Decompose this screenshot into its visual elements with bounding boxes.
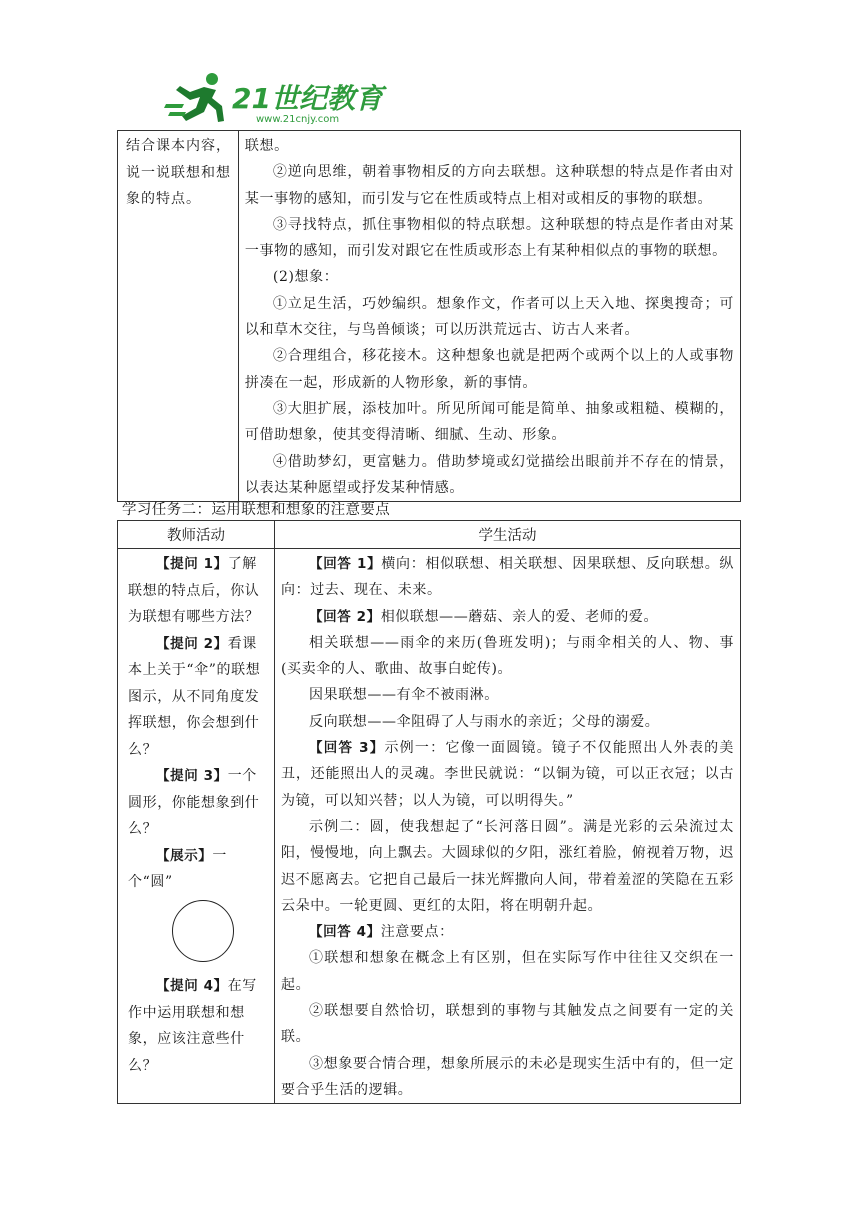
item-text: 相关联想——雨伞的来历(鲁班发明)；与雨伞相关的人、物、事(买卖伞的人、歌曲、故事白蛇传)。 — [281, 634, 734, 678]
paragraph: ①立足生活，巧妙编织。想象作文，作者可以上天入地、探奥搜奇；可以和草木交往，与鸟兽倾谈；可以历洪荒远古、访古人来者。 — [244, 295, 734, 339]
item-text: 反向联想——伞阻碍了人与雨水的亲近；父母的溺爱。 — [309, 713, 660, 730]
item-tag: 【回答 4】 — [309, 924, 381, 941]
brand-logo — [160, 70, 383, 126]
item-tag: 【回答 2】 — [309, 608, 381, 625]
paragraph: ③大胆扩展，添枝加叶。所见所闻可能是简单、抽象或粗糙、模糊的，可借助想象，使其变得清晰、细腻、生动、形象。 — [244, 400, 734, 444]
student-item — [281, 945, 734, 998]
paragraph: (2)想象： — [272, 269, 339, 286]
item-text: 横向：相似联想、相关联想、因果联想、反向联想。纵向：过去、现在、未来。 — [281, 556, 734, 599]
teacher-item — [128, 551, 268, 631]
item-text: 一个“圆” — [128, 847, 228, 890]
student-item — [281, 919, 734, 945]
student-activities — [275, 549, 741, 1104]
item-text: ①联想和想象在概念上有区别，但在实际写作中往往又交织在一起。 — [281, 950, 734, 993]
teacher-item — [128, 763, 268, 843]
item-tag: 【提问 2】 — [156, 635, 228, 652]
paragraph: ②逆向思维，朝着事物相反的方向去联想。这种联想的特点是作者由对某一事物的感知，而引发与它在性质或特点上相对或相反的事物的联想。 — [244, 164, 734, 207]
item-text: 看课本上关于“伞”的联想图示，从不同角度发挥联想，你会想到什么？ — [128, 635, 261, 758]
section-title: 学习任务二：运用联想和想象的注意要点 — [122, 502, 391, 518]
paragraph: ②合理组合，移花接木。这种想象也就是把两个或两个以上的人或事物拼凑在一起，形成新的人物形象，新的事情。 — [244, 348, 734, 391]
student-item — [281, 1051, 734, 1104]
item-text: 相似联想——蘑菇、亲人的爱、老师的爱。 — [380, 608, 659, 625]
item-tag: 【回答 3】 — [309, 740, 385, 757]
circle-shape — [172, 900, 234, 962]
student-item — [281, 604, 734, 630]
top-table-content — [238, 131, 740, 502]
top-table — [117, 130, 741, 502]
top-table-left-label: 结合课本内容，说一说联想和想象的特点。 — [118, 131, 239, 502]
paragraph: 联想。 — [244, 138, 289, 154]
item-text: ②联想要自然恰切，联想到的事物与其触发点之间要有一定的关联。 — [281, 1003, 734, 1046]
paragraph: ③寻找特点，抓住事物相似的特点联想。这种联想的特点是作者由对某一事物的感知，而引发对跟它在性质或形态上有某种相似点的事物的联想。 — [244, 216, 734, 260]
item-text: 示例二：圆，使我想起了“长河落日圆”。满是光彩的云朵流过太阳，慢慢地，向上飘去。大圆球似的夕阳，涨红着脸，俯视着万物，迟迟不愿离去。它把自己最后一抹光辉撒向人间，带着羞涩的笑隐在五彩云朵中。一轮更圆、更红的太阳，将在明朝升起。 — [281, 818, 734, 914]
item-text: 注意要点： — [380, 924, 454, 941]
item-tag: 【展示】 — [156, 847, 213, 864]
logo-url: www.21cnjy.com — [256, 114, 340, 125]
teacher-activities — [118, 549, 275, 1104]
item-text: 示例一：它像一面圆镜。镜子不仅能照出人外表的美丑，还能照出人的灵魂。李世民就说：“以铜为镜，可以正衣冠；以古为镜，可以知兴替；以人为镜，可以明得失。” — [281, 740, 734, 809]
item-text: ③想象要合情合理，想象所展示的未必是现实生活中有的，但一定要合乎生活的逻辑。 — [281, 1055, 734, 1098]
student-item — [281, 998, 734, 1051]
student-item — [281, 682, 734, 708]
student-item — [281, 735, 734, 814]
item-text: 了解联想的特点后，你认为联想有哪些方法？ — [128, 556, 260, 625]
student-item — [281, 551, 734, 604]
teacher-item — [128, 631, 268, 764]
teacher-item — [128, 973, 268, 1079]
item-tag: 【回答 1】 — [309, 556, 382, 572]
paragraph: ④借助梦幻，更富魅力。借助梦境或幻觉描绘出眼前并不存在的情景，以表达某种愿望或抒发某种情感。 — [244, 453, 734, 496]
item-tag: 【提问 1】 — [156, 556, 228, 572]
item-text: 因果联想——有伞不被雨淋。 — [309, 687, 499, 704]
header-student: 学生活动 — [275, 521, 741, 549]
teacher-item — [128, 843, 268, 896]
header-teacher: 教师活动 — [118, 521, 275, 549]
logo-wordmark: 21世纪教育 — [232, 82, 383, 115]
student-item — [281, 709, 734, 735]
item-text: 一个圆形，你能想象到什么？ — [128, 768, 260, 837]
circle-figure — [128, 896, 268, 974]
student-item — [281, 630, 734, 683]
item-tag: 【提问 3】 — [156, 768, 228, 784]
activity-table — [117, 520, 741, 1104]
student-item — [281, 814, 734, 919]
item-tag: 【提问 4】 — [156, 978, 228, 994]
item-text: 在写作中运用联想和想象，应该注意些什么？ — [128, 978, 257, 1074]
